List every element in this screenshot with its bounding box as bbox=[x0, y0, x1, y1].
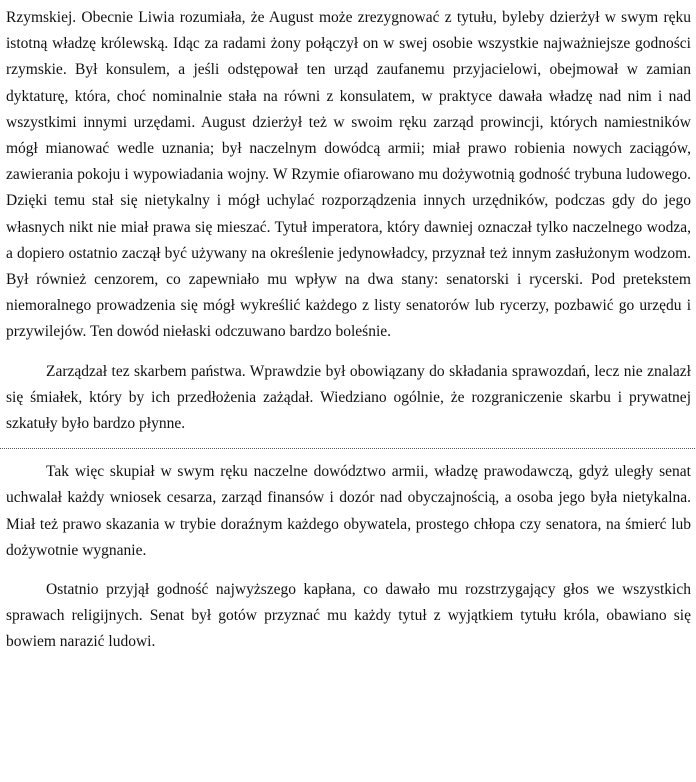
paragraph-treasury: Zarządzał tez skarbem państwa. Wprawdzie był obowiązany do składania sprawozdań, lecz nie znalazł się śmiałek, który by ich przedłożenia zażądał. Wiedziano ogólnie, że rozgraniczenie skarbu i prywatnej szkatuły było bardzo płynne. bbox=[6, 362, 691, 433]
paragraph-high-priest: Ostatnio przyjął godność najwyższego kapłana, co dawało mu rozstrzygający głos we wszystkich sprawach religijnych. Senat był gotów przyznać mu każdy tytuł z wyjątkiem tytułu króla, obawiano się bowiem narazić ludowi. bbox=[6, 581, 691, 651]
page-break-separator bbox=[0, 448, 696, 449]
paragraph-powers-summary: Tak więc skupiał w swym ręku naczelne dowództwo armii, władzę prawodawczą, gdyż uległy senat uchwalał każdy wniosek cesarza, zarząd finansów i dozór nad obyczajnością, a osoba jego była nietykalna. Miał też prawo skazania w trybie doraźnym każdego obywatela, prostego chłopa czy senatora, na śmierć lub dożywotnie wygnanie. bbox=[6, 463, 691, 559]
paragraph-roman-offices: Rzymskiej. Obecnie Liwia rozumiała, że August może zrezygnować z tytułu, byleby dzierżył w swym ręku istotną władzę królewską. Idąc za radami żony połączył on w swej osobie wszystkie najważniejsze godności rzymskie. Był konsulem, a jeśli odstępował ten urząd zaufanemu przyjacielowi, obejmował w zamian dyktaturę, która, choć nominalnie stała na równi z konsulatem, w praktyce dawała władzę nad nim i nad wszystkimi innymi urzędami. August dzierżył też w swoim ręku zarząd prowincji, których namiestników mógł mianować wedle uznania; był naczelnym dowódcą armii; miał prawo robienia nowych zaciągów, zawierania pokoju i wypowiadania wojny. W Rzymie ofiarowano mu dożywotnią godność trybuna ludowego. Dzięki temu stał się nietykalny i mógł uchylać rozporządzenia innych urzędników, podczas gdy do jego własnych nikt nie miał prawa się mieszać. Tytuł imperatora, który dawniej oznaczał tylko naczelnego wodza, a dopiero ostatnio zaczął być używany na określenie jedynowładcy, przyznał też innym zasłużonym wodzom. Był również cenzorem, co zapewniało mu wpływ na dwa stany: senatorski i rycerski. Pod pretekstem niemoralnego prowadzenia się mógł wykreślić każdego z listy senatorów lub rycerzy, pozbawić go urzędu i przywilejów. Ten dowód niełaski odczuwano bardzo boleśnie. bbox=[6, 9, 691, 341]
